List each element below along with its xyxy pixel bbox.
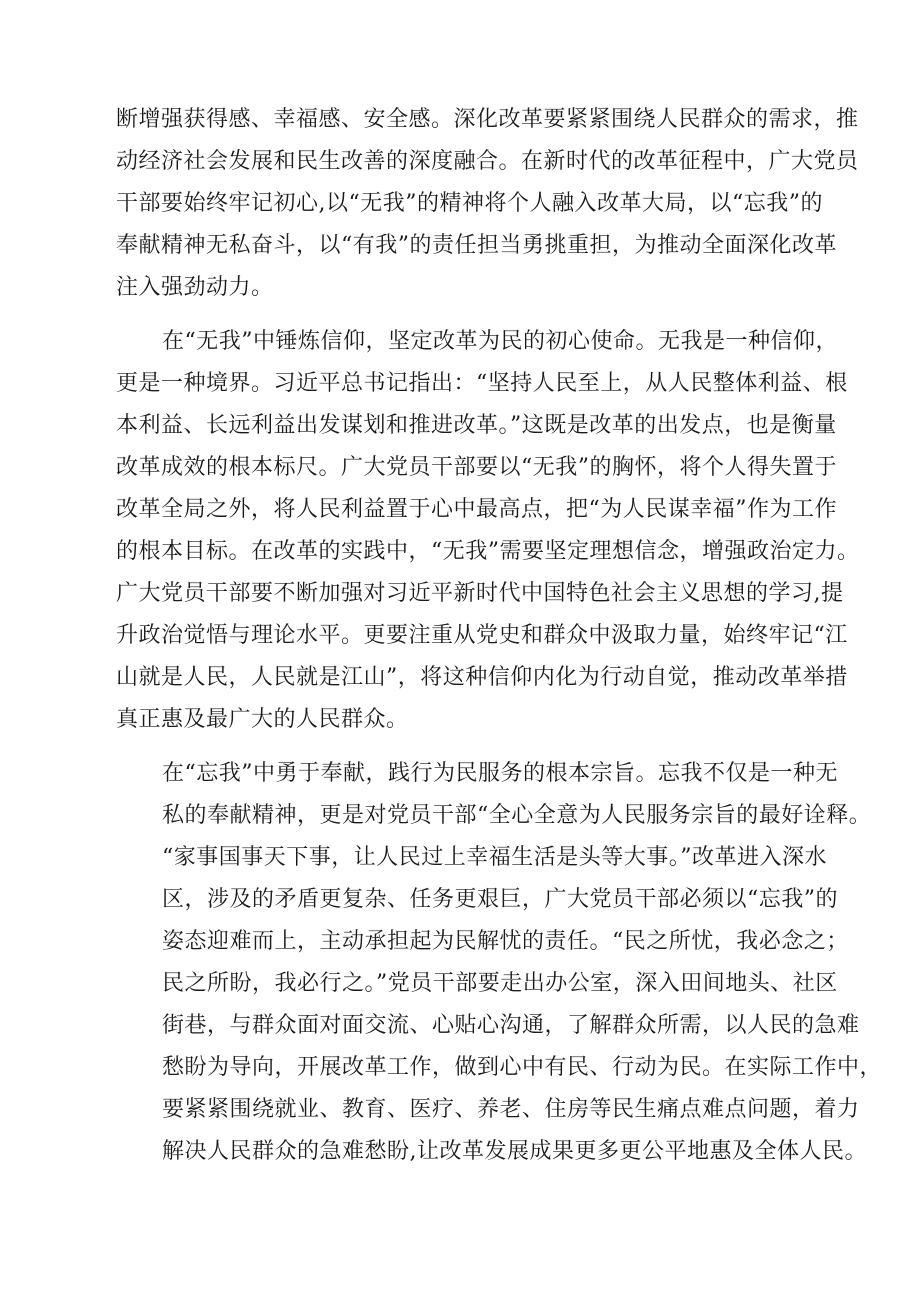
text-line: 真正惠及最广大的人民群众。 <box>116 707 409 732</box>
paragraph-heading-line: 在“忘我”中勇于奉献，践行为民服务的根本宗旨。忘我不仅是一种无 <box>162 761 838 786</box>
text-line: 民之所盼，我必行之。”党员干部要走出办公室，深入田间地头、社区 <box>162 971 838 996</box>
text-line: “家事国事天下事，让人民过上幸福生活是头等大事。”改革进入深水 <box>162 845 827 870</box>
text-line: 私的奉献精神，更是对党员干部“全心全意为人民服务宗旨的最好诠释。 <box>162 803 872 828</box>
text-line: 本利益、长远利益出发谋划和推进改革。”这既是改革的出发点，也是衡量 <box>116 413 837 438</box>
text-line: 奉献精神无私奋斗，以“有我”的责任担当勇挑重担，为推动全面深化改革 <box>116 233 837 258</box>
text-line: 干部要始终牢记初心,以“无我”的精神将个人融入改革大局，以“忘我”的 <box>116 191 823 216</box>
text-line: 区，涉及的矛盾更复杂、任务更艰巨，广大党员干部必须以“忘我”的 <box>162 887 838 912</box>
text-line: 山就是人民，人民就是江山”，将这种信仰内化为行动自觉，推动改革举措 <box>116 665 848 690</box>
text-line: 升政治觉悟与理论水平。更要注重从党史和群众中汲取力量，始终牢记“江 <box>116 623 848 648</box>
paragraph-heading-line: 在“无我”中锤炼信仰，坚定改革为民的初心使命。无我是一种信仰， <box>162 329 838 354</box>
text-line: 愁盼为导向，开展改革工作，做到心中有民、行动为民。在实际工作中， <box>162 1055 883 1080</box>
text-line: 的根本目标。在改革的实践中，“无我”需要坚定理想信念，增强政治定力。 <box>116 539 860 564</box>
text-line: 断增强获得感、幸福感、安全感。深化改革要紧紧围绕人民群众的需求，推 <box>116 107 859 132</box>
text-line: 广大党员干部要不断加强对习近平新时代中国特色社会主义思想的学习,提 <box>116 581 844 606</box>
text-line: 改革成效的根本标尺。广大党员干部要以“无我”的胸怀，将个人得失置于 <box>116 455 837 480</box>
text-line: 街巷，与群众面对面交流、心贴心沟通，了解群众所需，以人民的急难 <box>162 1013 860 1038</box>
text-line: 注入强劲动力。 <box>116 275 274 300</box>
text-line: 动经济社会发展和民生改善的深度融合。在新时代的改革征程中，广大党员 <box>116 149 859 174</box>
text-line: 解决人民群众的急难愁盼,让改革发展成果更多更公平地惠及全体人民。 <box>162 1139 867 1164</box>
text-line: 改革全局之外，将人民利益置于心中最高点，把“为人民谋幸福”作为工作 <box>116 497 837 522</box>
text-line: 更是一种境界。习近平总书记指出：“坚持人民至上，从人民整体利益、根 <box>116 371 848 396</box>
text-line: 姿态迎难而上，主动承担起为民解忧的责任。“民之所忧，我必念之； <box>162 929 849 954</box>
text-line: 要紧紧围绕就业、教育、医疗、养老、住房等民生痛点难点问题，着力 <box>162 1097 860 1122</box>
